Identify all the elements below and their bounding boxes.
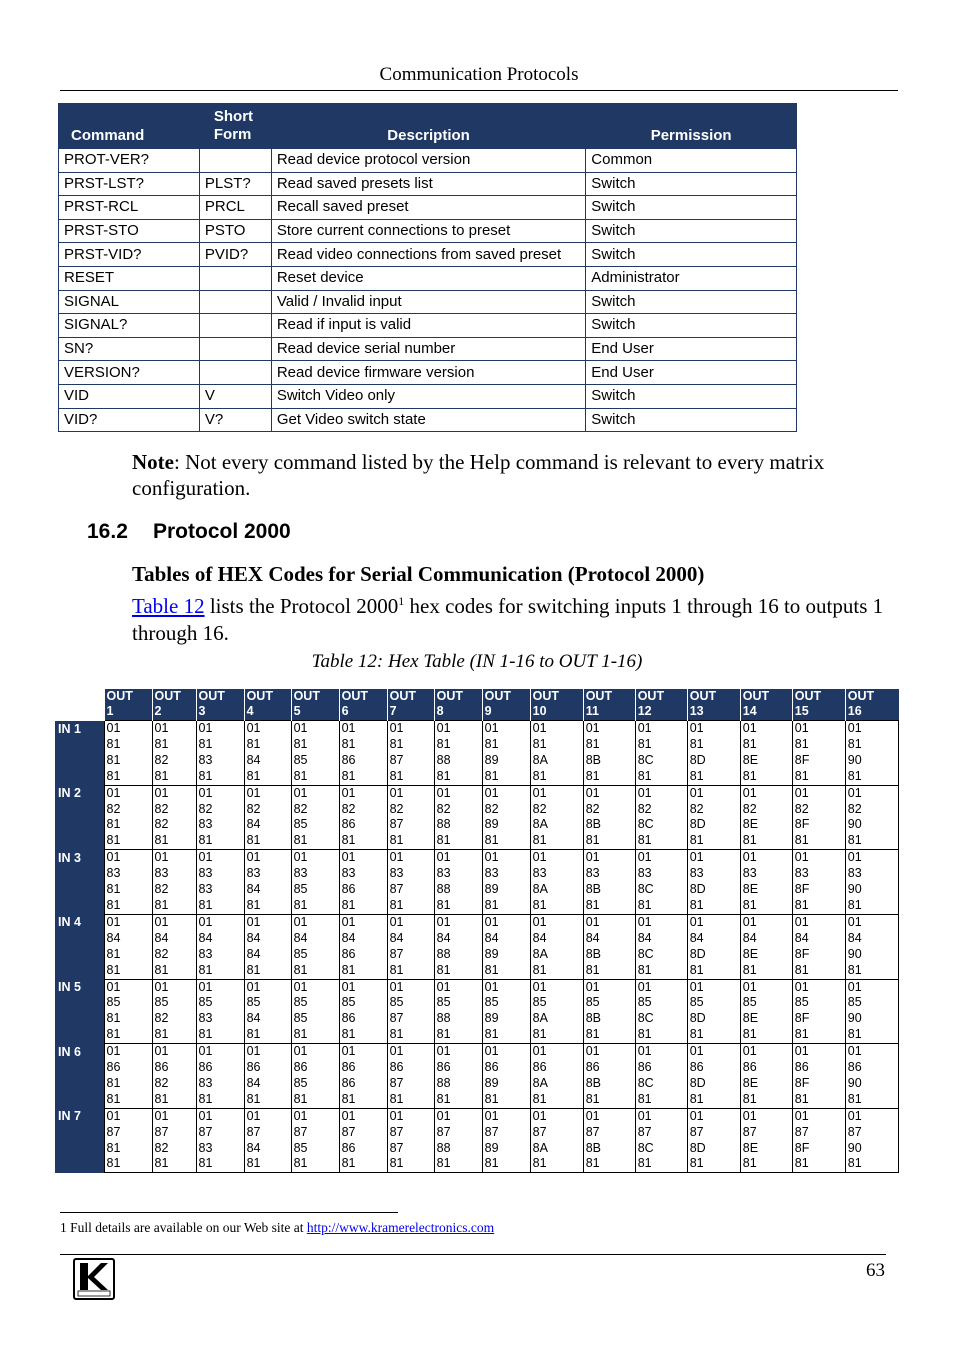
permission-cell: Switch: [586, 314, 797, 338]
hex-cell: 01 85 84 81: [244, 979, 291, 1044]
hex-cell: 01 83 82 81: [152, 850, 196, 915]
hex-cell: 01 85 85 81: [291, 979, 339, 1044]
footnote-ref[interactable]: 1: [398, 594, 405, 608]
permission-cell: Switch: [586, 384, 797, 408]
hex-cell: 01 81 8C 81: [635, 721, 687, 786]
hex-col-header: OUT 3: [196, 689, 244, 721]
permission-cell: Switch: [586, 408, 797, 432]
hex-col-header: OUT 16: [845, 689, 898, 721]
hex-cell: 01 84 90 81: [845, 914, 898, 979]
hex-cell: 01 81 88 81: [434, 721, 482, 786]
hex-cell: 01 84 8D 81: [687, 914, 740, 979]
command-cell: PRST-VID?: [59, 243, 200, 267]
hex-cell: 01 85 8C 81: [635, 979, 687, 1044]
short-form-cell: [199, 314, 271, 338]
short-form-cell: [199, 266, 271, 290]
hex-col-header: OUT 2: [152, 689, 196, 721]
hex-cell: 01 82 85 81: [291, 785, 339, 850]
hex-cell: 01 81 8E 81: [740, 721, 792, 786]
hex-cell: 01 84 8F 81: [792, 914, 845, 979]
hex-cell: 01 84 8E 81: [740, 914, 792, 979]
command-row: [59, 266, 797, 290]
hex-cell: 01 83 8F 81: [792, 850, 845, 915]
hex-cell: 01 87 90 81: [845, 1108, 898, 1173]
short-form-cell: [199, 149, 271, 173]
hex-cell: 01 84 84 81: [244, 914, 291, 979]
hex-cell: 01 84 81 81: [104, 914, 152, 979]
hex-cell: 01 86 8A 81: [530, 1044, 583, 1109]
hex-col-header: OUT 12: [635, 689, 687, 721]
command-row: [59, 408, 797, 432]
note-text: : Not every command listed by the Help command is relevant to every matrix configuration.: [132, 450, 825, 500]
description-cell: Read device serial number: [271, 337, 585, 361]
short-form-cell: PRCL: [199, 196, 271, 220]
command-cell: SN?: [59, 337, 200, 361]
hex-cell: 01 81 8F 81: [792, 721, 845, 786]
hex-cell: 01 86 90 81: [845, 1044, 898, 1109]
hex-cell: 01 82 88 81: [434, 785, 482, 850]
hex-cell: 01 83 89 81: [482, 850, 530, 915]
permission-cell: Administrator: [586, 266, 797, 290]
command-table-header: [59, 104, 797, 149]
hex-cell: 01 82 81 81: [104, 785, 152, 850]
description-cell: Get Video switch state: [271, 408, 585, 432]
hex-cell: 01 81 89 81: [482, 721, 530, 786]
permission-cell: Switch: [586, 243, 797, 267]
short-form-cell: PSTO: [199, 219, 271, 243]
hex-col-header: OUT 1: [104, 689, 152, 721]
permission-cell: Common: [586, 149, 797, 173]
hex-col-header: OUT 14: [740, 689, 792, 721]
hex-cell: 01 85 83 81: [196, 979, 244, 1044]
description-cell: Store current connections to preset: [271, 219, 585, 243]
hex-cell: 01 87 87 81: [387, 1108, 434, 1173]
command-cell: RESET: [59, 266, 200, 290]
hex-cell: 01 86 89 81: [482, 1044, 530, 1109]
description-cell: Read device firmware version: [271, 361, 585, 385]
col-header-description: Description: [271, 104, 585, 149]
hex-col-header: OUT 10: [530, 689, 583, 721]
section-number: 16.2: [87, 520, 128, 543]
hex-row-header: IN 1: [55, 721, 104, 786]
hex-cell: 01 87 8A 81: [530, 1108, 583, 1173]
hex-cell: 01 87 8C 81: [635, 1108, 687, 1173]
hex-cell: 01 81 85 81: [291, 721, 339, 786]
hex-cell: 01 81 82 81: [152, 721, 196, 786]
hex-cell: 01 86 84 81: [244, 1044, 291, 1109]
hex-row: [55, 914, 899, 979]
hex-cell: 01 86 8C 81: [635, 1044, 687, 1109]
command-row: [59, 361, 797, 385]
command-cell: PRST-RCL: [59, 196, 200, 220]
hex-cell: 01 86 8B 81: [583, 1044, 635, 1109]
hex-cell: 01 87 85 81: [291, 1108, 339, 1173]
command-cell: PRST-STO: [59, 219, 200, 243]
command-cell: VERSION?: [59, 361, 200, 385]
hex-row: [55, 850, 899, 915]
hex-col-header: OUT 15: [792, 689, 845, 721]
hex-cell: 01 83 8A 81: [530, 850, 583, 915]
permission-cell: Switch: [586, 290, 797, 314]
hex-cell: 01 84 82 81: [152, 914, 196, 979]
command-cell: VID: [59, 384, 200, 408]
hex-cell: 01 85 8F 81: [792, 979, 845, 1044]
hex-cell: 01 84 87 81: [387, 914, 434, 979]
hex-cell: 01 81 8D 81: [687, 721, 740, 786]
hex-cell: 01 86 88 81: [434, 1044, 482, 1109]
hex-cell: 01 85 8B 81: [583, 979, 635, 1044]
hex-cell: 01 87 86 81: [339, 1108, 387, 1173]
hex-cell: 01 87 8F 81: [792, 1108, 845, 1173]
hex-cell: 01 83 87 81: [387, 850, 434, 915]
hex-cell: 01 83 88 81: [434, 850, 482, 915]
hex-col-header: OUT 5: [291, 689, 339, 721]
hex-cell: 01 84 85 81: [291, 914, 339, 979]
hex-cell: 01 86 85 81: [291, 1044, 339, 1109]
short-form-cell: PVID?: [199, 243, 271, 267]
hex-row: [55, 1044, 899, 1109]
hex-cell: 01 83 84 81: [244, 850, 291, 915]
hex-cell: 01 85 87 81: [387, 979, 434, 1044]
command-row: [59, 290, 797, 314]
hex-cell: 01 82 8A 81: [530, 785, 583, 850]
command-row: [59, 243, 797, 267]
kramer-logo-icon: [73, 1258, 115, 1300]
hex-cell: 01 83 8D 81: [687, 850, 740, 915]
hex-cell: 01 82 8B 81: [583, 785, 635, 850]
command-cell: SIGNAL: [59, 290, 200, 314]
description-cell: Valid / Invalid input: [271, 290, 585, 314]
hex-cell: 01 87 82 81: [152, 1108, 196, 1173]
footnote-text: 1 Full details are available on our Web site at: [60, 1220, 307, 1235]
hex-col-header: OUT 9: [482, 689, 530, 721]
command-row: [59, 219, 797, 243]
hex-cell: 01 83 83 81: [196, 850, 244, 915]
hex-row-header: IN 5: [55, 979, 104, 1044]
description-cell: Read device protocol version: [271, 149, 585, 173]
footer-rule: [60, 1254, 886, 1255]
hex-cell: 01 85 82 81: [152, 979, 196, 1044]
command-table: [58, 103, 797, 432]
col-header-short-form: Short Form: [199, 104, 271, 149]
footnote: [60, 1220, 494, 1236]
hex-cell: 01 87 8E 81: [740, 1108, 792, 1173]
hex-cell: 01 84 8A 81: [530, 914, 583, 979]
description-cell: Reset device: [271, 266, 585, 290]
hex-cell: 01 87 8B 81: [583, 1108, 635, 1173]
hex-row-header: IN 7: [55, 1108, 104, 1173]
hex-col-header: OUT 6: [339, 689, 387, 721]
hex-cell: 01 82 83 81: [196, 785, 244, 850]
hex-cell: 01 86 86 81: [339, 1044, 387, 1109]
hex-row: [55, 785, 899, 850]
hex-cell: 01 86 8F 81: [792, 1044, 845, 1109]
hex-cell: 01 84 88 81: [434, 914, 482, 979]
hex-cell: 01 83 86 81: [339, 850, 387, 915]
permission-cell: Switch: [586, 172, 797, 196]
hex-cell: 01 86 81 81: [104, 1044, 152, 1109]
hex-cell: 01 87 89 81: [482, 1108, 530, 1173]
hex-row-header: IN 6: [55, 1044, 104, 1109]
hex-cell: 01 81 8B 81: [583, 721, 635, 786]
hex-cell: 01 84 83 81: [196, 914, 244, 979]
hex-cell: 01 85 89 81: [482, 979, 530, 1044]
hex-cell: 01 85 8D 81: [687, 979, 740, 1044]
hex-cell: 01 82 90 81: [845, 785, 898, 850]
section-heading: [87, 520, 291, 544]
command-row: [59, 337, 797, 361]
hex-cell: 01 87 8D 81: [687, 1108, 740, 1173]
permission-cell: End User: [586, 361, 797, 385]
hex-table: [55, 689, 899, 1173]
hex-cell: 01 86 8D 81: [687, 1044, 740, 1109]
kramer-website-link[interactable]: http://www.kramerelectronics.com: [306, 1220, 495, 1235]
hex-cell: 01 85 88 81: [434, 979, 482, 1044]
hex-cell: 01 81 81 81: [104, 721, 152, 786]
hex-cell: 01 84 8C 81: [635, 914, 687, 979]
hex-cell: 01 82 8E 81: [740, 785, 792, 850]
hex-cell: 01 83 81 81: [104, 850, 152, 915]
hex-cell: 01 84 8B 81: [583, 914, 635, 979]
col-header-command: Command: [59, 104, 200, 149]
footnote-rule: [60, 1212, 398, 1213]
hex-col-header: OUT 4: [244, 689, 291, 721]
hex-row-header: IN 2: [55, 785, 104, 850]
hex-col-header: OUT 11: [583, 689, 635, 721]
note-label: Note: [132, 450, 174, 474]
short-form-cell: [199, 361, 271, 385]
header-rule: [60, 90, 898, 91]
col-header-permission: Permission: [586, 104, 797, 149]
command-row: [59, 314, 797, 338]
hex-row-header: IN 4: [55, 914, 104, 979]
hex-cell: 01 81 87 81: [387, 721, 434, 786]
description-cell: Read saved presets list: [271, 172, 585, 196]
hex-col-header: OUT 7: [387, 689, 434, 721]
hex-row-header: IN 3: [55, 850, 104, 915]
hex-cell: 01 82 84 81: [244, 785, 291, 850]
tables-heading: Tables of HEX Codes for Serial Communication (Protocol 2000): [132, 562, 705, 586]
hex-corner-blank: [55, 689, 104, 721]
section-title: Protocol 2000: [153, 520, 291, 543]
hex-cell: 01 82 8D 81: [687, 785, 740, 850]
hex-col-header: OUT 8: [434, 689, 482, 721]
hex-cell: 01 85 86 81: [339, 979, 387, 1044]
command-row: [59, 384, 797, 408]
short-form-cell: PLST?: [199, 172, 271, 196]
hex-cell: 01 87 88 81: [434, 1108, 482, 1173]
hex-cell: 01 86 82 81: [152, 1044, 196, 1109]
short-form-cell: V: [199, 384, 271, 408]
para-text-cont: hex codes for switching inputs 1 through 16 to outputs 1 through 16.: [132, 594, 884, 645]
hex-cell: 01 86 8E 81: [740, 1044, 792, 1109]
para-text: lists the Protocol 2000: [204, 594, 399, 618]
hex-cell: 01 85 8A 81: [530, 979, 583, 1044]
hex-cell: 01 81 90 81: [845, 721, 898, 786]
hex-col-header: OUT 13: [687, 689, 740, 721]
permission-cell: Switch: [586, 219, 797, 243]
hex-cell: 01 83 8E 81: [740, 850, 792, 915]
short-form-cell: [199, 290, 271, 314]
command-cell: VID?: [59, 408, 200, 432]
permission-cell: Switch: [586, 196, 797, 220]
hex-cell: 01 87 83 81: [196, 1108, 244, 1173]
hex-cell: 01 81 84 81: [244, 721, 291, 786]
hex-cell: 01 84 89 81: [482, 914, 530, 979]
short-form-cell: V?: [199, 408, 271, 432]
hex-cell: 01 85 90 81: [845, 979, 898, 1044]
hex-cell: 01 82 86 81: [339, 785, 387, 850]
hex-table-header: [55, 689, 899, 721]
hex-row: [55, 979, 899, 1044]
note-paragraph: [132, 449, 902, 501]
hex-cell: 01 83 85 81: [291, 850, 339, 915]
hex-cell: 01 85 8E 81: [740, 979, 792, 1044]
hex-cell: 01 82 89 81: [482, 785, 530, 850]
hex-cell: 01 83 8B 81: [583, 850, 635, 915]
hex-cell: 01 83 8C 81: [635, 850, 687, 915]
command-row: [59, 149, 797, 173]
hex-cell: 01 87 81 81: [104, 1108, 152, 1173]
hex-cell: 01 82 82 81: [152, 785, 196, 850]
hex-cell: 01 83 90 81: [845, 850, 898, 915]
hex-cell: 01 82 8F 81: [792, 785, 845, 850]
hex-cell: 01 81 86 81: [339, 721, 387, 786]
command-cell: PRST-LST?: [59, 172, 200, 196]
table-12-link[interactable]: Table 12: [132, 594, 205, 618]
command-cell: SIGNAL?: [59, 314, 200, 338]
description-cell: Recall saved preset: [271, 196, 585, 220]
hex-row: [55, 1108, 899, 1173]
running-header: Communication Protocols: [379, 64, 579, 85]
command-cell: PROT-VER?: [59, 149, 200, 173]
short-form-cell: [199, 337, 271, 361]
description-cell: Read if input is valid: [271, 314, 585, 338]
hex-cell: 01 86 83 81: [196, 1044, 244, 1109]
command-row: [59, 196, 797, 220]
hex-row: [55, 721, 899, 786]
hex-cell: 01 81 8A 81: [530, 721, 583, 786]
description-cell: Switch Video only: [271, 384, 585, 408]
hex-cell: 01 87 84 81: [244, 1108, 291, 1173]
description-cell: Read video connections from saved preset: [271, 243, 585, 267]
hex-cell: 01 82 8C 81: [635, 785, 687, 850]
command-row: [59, 172, 797, 196]
table-caption: Table 12: Hex Table (IN 1-16 to OUT 1-16): [311, 651, 643, 672]
hex-cell: 01 84 86 81: [339, 914, 387, 979]
hex-cell: 01 85 81 81: [104, 979, 152, 1044]
page-number: 63: [866, 1260, 885, 1281]
permission-cell: End User: [586, 337, 797, 361]
intro-paragraph: [132, 593, 892, 647]
hex-cell: 01 81 83 81: [196, 721, 244, 786]
hex-cell: 01 82 87 81: [387, 785, 434, 850]
hex-cell: 01 86 87 81: [387, 1044, 434, 1109]
